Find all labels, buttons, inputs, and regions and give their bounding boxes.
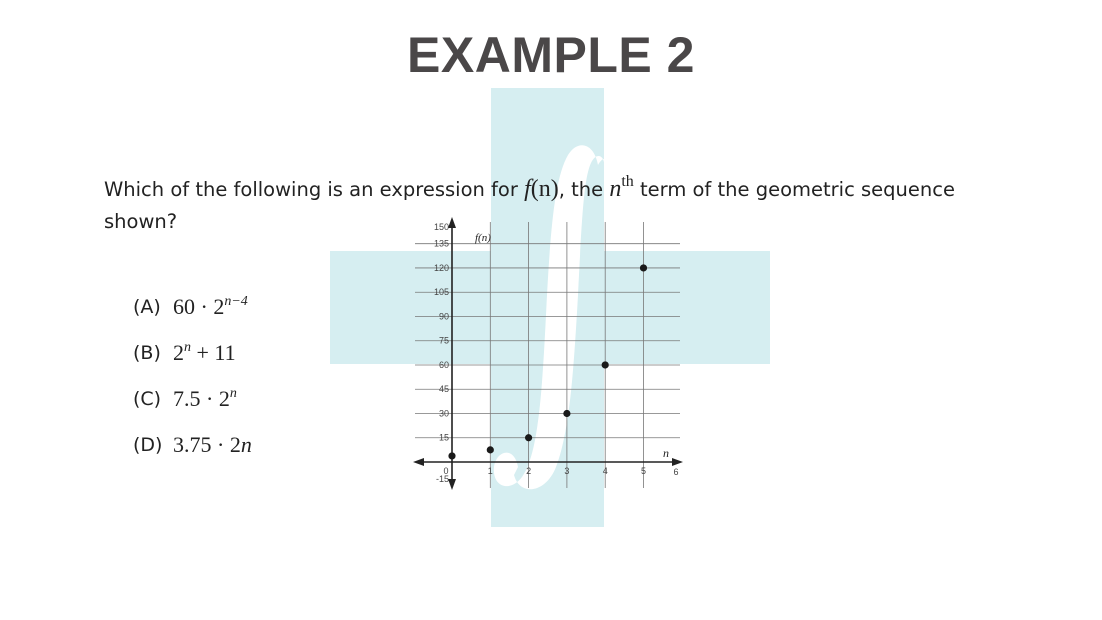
choice-letter: (D) <box>133 434 163 456</box>
x-tick-label: 1 <box>487 466 493 476</box>
x-tick-label: 0 <box>443 466 449 476</box>
x-axis-label: n <box>663 446 669 460</box>
y-axis-label: f(n) <box>475 232 491 244</box>
y-tick-label: 60 <box>438 359 449 370</box>
x-tick-label: 5 <box>640 466 647 476</box>
x-tick-label: 6 <box>673 467 679 477</box>
y-tick-label: 120 <box>433 262 449 273</box>
y-tick-label: 15 <box>438 432 449 443</box>
x-tick-label: 4 <box>602 466 608 476</box>
choice-expression: $7.5 \cdot 2^n$ <box>173 386 237 411</box>
function-symbol: f <box>524 176 531 202</box>
choice-expression: $60 \cdot 2^{n-4}$ <box>173 294 248 319</box>
th-superscript: th <box>621 173 634 190</box>
choice-letter: (A) <box>133 296 161 318</box>
data-point <box>640 264 647 271</box>
choice-b[interactable] <box>133 330 252 376</box>
data-point <box>448 452 455 459</box>
question-mid: , the <box>558 178 610 201</box>
answer-choices <box>133 284 252 468</box>
y-tick-label: 30 <box>438 408 449 419</box>
y-tick-label: 75 <box>438 335 449 346</box>
choice-expression: $2^n + 11$ <box>173 340 236 365</box>
y-tick-label: 90 <box>438 311 449 322</box>
x-axis-left-arrow-icon <box>413 458 424 466</box>
data-point <box>602 361 609 368</box>
slide-title: EXAMPLE 2 <box>407 27 695 83</box>
data-point <box>487 446 494 453</box>
choice-a[interactable] <box>133 284 252 330</box>
y-tick-label: 45 <box>438 384 449 395</box>
choice-d[interactable] <box>133 422 252 468</box>
question-suffix: term of the geometric sequence shown? <box>104 178 955 233</box>
x-tick-label: 3 <box>564 466 570 476</box>
data-point <box>525 434 532 441</box>
choice-letter: (C) <box>133 388 162 410</box>
n-symbol: n <box>609 176 622 202</box>
y-axis-up-arrow-icon <box>448 217 456 228</box>
y-tick-label: -15 <box>435 474 449 484</box>
choice-expression: 3.75 · 2n <box>173 432 252 457</box>
x-tick-label: 2 <box>526 466 532 476</box>
y-axis-down-arrow-icon <box>448 479 456 490</box>
function-arg: (n) <box>530 176 559 202</box>
choice-c[interactable] <box>133 376 252 422</box>
x-axis-right-arrow-icon <box>672 458 683 466</box>
data-point <box>563 410 570 417</box>
y-tick-label: 135 <box>433 238 449 249</box>
question-prefix: Which of the following is an expression for <box>104 178 525 201</box>
sequence-graph <box>405 210 695 500</box>
y-tick-label: 105 <box>433 287 449 298</box>
choice-letter: (B) <box>133 342 161 364</box>
y-tick-label: 150 <box>433 222 449 232</box>
